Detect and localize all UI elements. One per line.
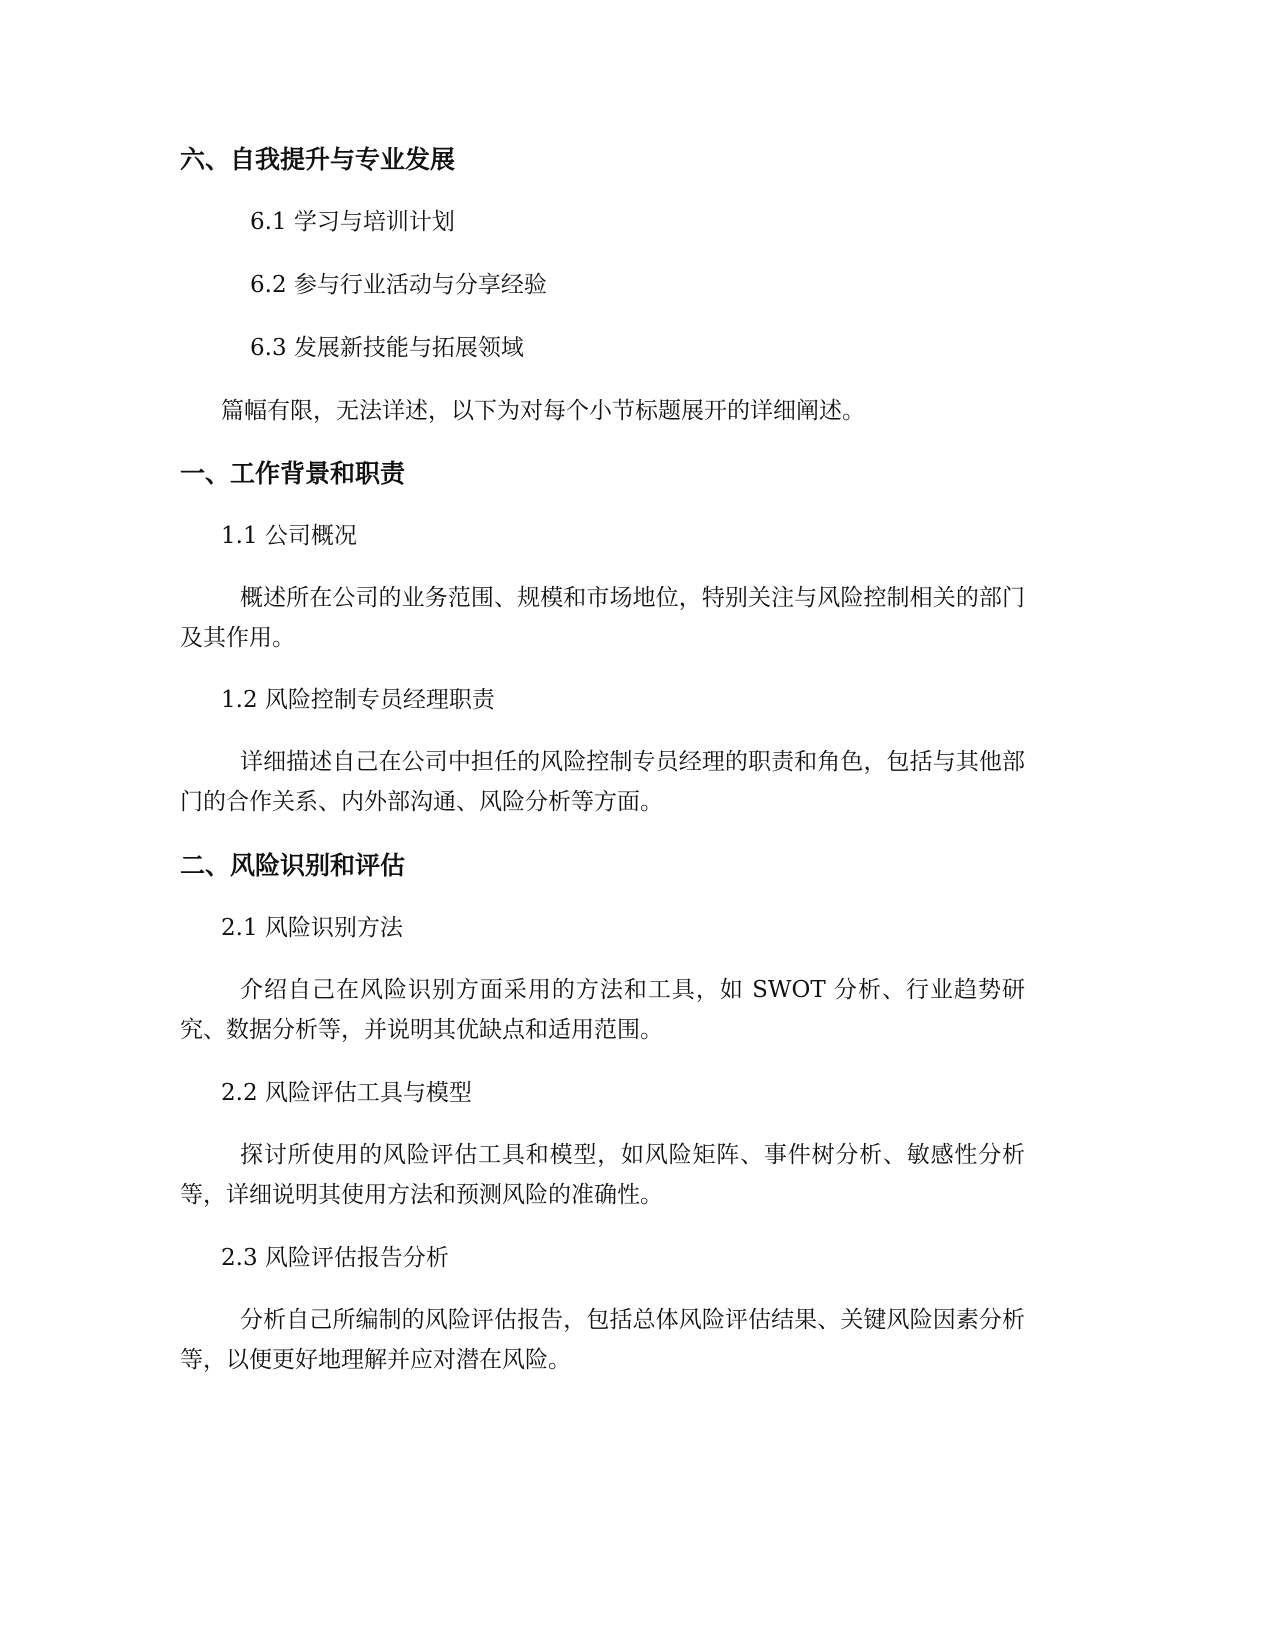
subsection-title: 2.2 风险评估工具与模型 [221, 1080, 472, 1106]
body-paragraph: 介绍自己在风险识别方面采用的方法和工具，如 SWOT 分析、行业趋势研究、数据分析等，并说明其优缺点和适用范围。 [180, 977, 1025, 1043]
toc-item: 6.3 发展新技能与拓展领域 [250, 335, 524, 361]
intro-paragraph: 篇幅有限，无法详述，以下为对每个小节标题展开的详细阐述。 [221, 398, 865, 424]
toc-item: 6.1 学习与培训计划 [250, 209, 455, 235]
section-heading: 六、自我提升与专业发展 [180, 145, 456, 174]
section-heading: 二、风险识别和评估 [180, 851, 406, 880]
subsection-title: 1.1 公司概况 [221, 523, 357, 549]
toc-item: 6.2 参与行业活动与分享经验 [250, 272, 547, 298]
body-paragraph: 探讨所使用的风险评估工具和模型，如风险矩阵、事件树分析、敏感性分析等，详细说明其使用方法和预测风险的准确性。 [180, 1142, 1025, 1208]
subsection-title: 2.3 风险评估报告分析 [221, 1245, 449, 1271]
body-paragraph: 概述所在公司的业务范围、规模和市场地位，特别关注与风险控制相关的部门及其作用。 [180, 585, 1025, 651]
body-paragraph: 详细描述自己在公司中担任的风险控制专员经理的职责和角色，包括与其他部门的合作关系、内外部沟通、风险分析等方面。 [180, 749, 1025, 815]
subsection-title: 1.2 风险控制专员经理职责 [221, 687, 495, 713]
body-paragraph: 分析自己所编制的风险评估报告，包括总体风险评估结果、关键风险因素分析等，以便更好地理解并应对潜在风险。 [180, 1307, 1025, 1373]
subsection-title: 2.1 风险识别方法 [221, 915, 403, 941]
section-heading: 一、工作背景和职责 [180, 459, 406, 488]
